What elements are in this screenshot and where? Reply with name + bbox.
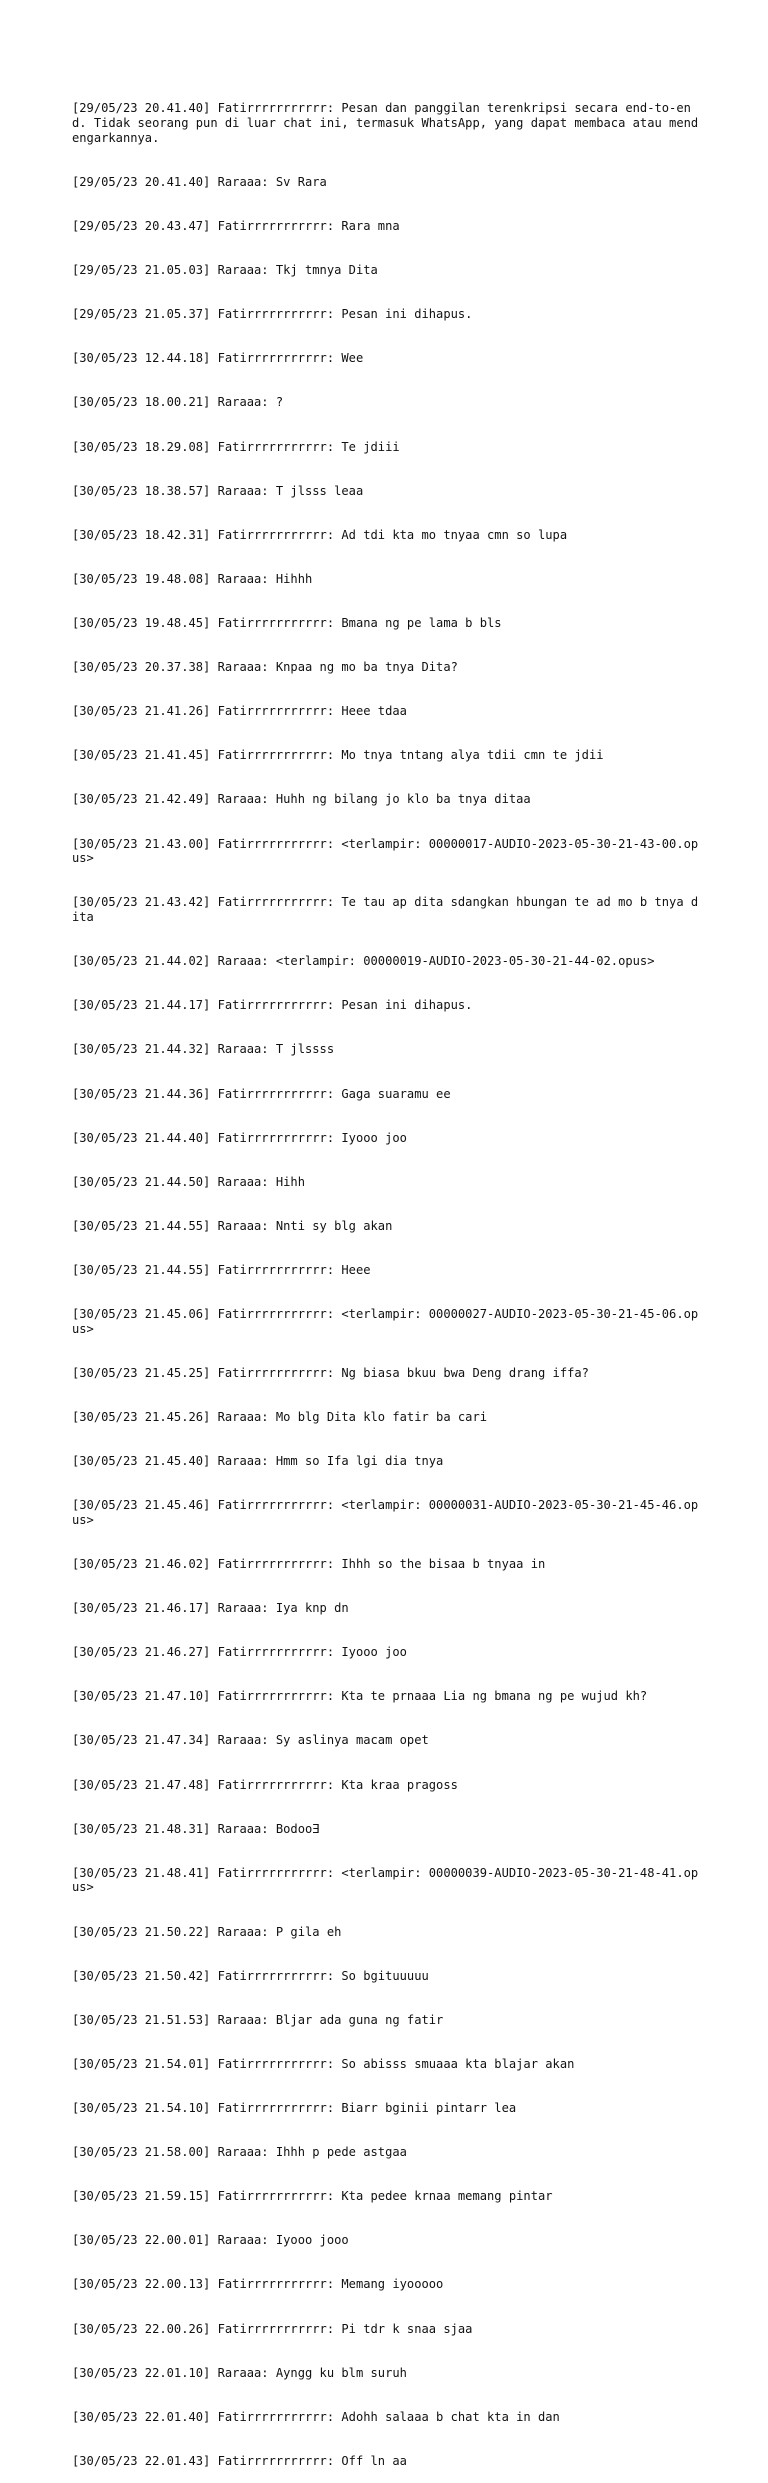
- chat-line: [30/05/23 21.48.31] Raraaa: Bodooⴺ: [72, 1821, 320, 1836]
- chat-line: [30/05/23 19.48.45] Fatirrrrrrrrrrr: Bmana ng pe lama b bls: [72, 616, 502, 631]
- chat-line: [30/05/23 12.44.18] Fatirrrrrrrrrrr: Wee: [72, 351, 364, 366]
- chat-line: [30/05/23 18.00.21] Raraaa: ?: [72, 395, 284, 410]
- chat-line: [30/05/23 21.42.49] Raraaa: Huhh ng bilang jo klo ba tnya ditaa: [72, 792, 531, 807]
- chat-line: [30/05/23 21.45.40] Raraaa: Hmm so Ifa lgi dia tnya: [72, 1454, 444, 1469]
- chat-line: [30/05/23 18.42.31] Fatirrrrrrrrrrr: Ad tdi kta mo tnyaa cmn so lupa: [72, 527, 568, 542]
- chat-line: [30/05/23 21.54.10] Fatirrrrrrrrrrr: Biarr bginii pintarr lea: [72, 2101, 517, 2116]
- chat-line: [30/05/23 18.38.57] Raraaa: T jlsss leaa: [72, 483, 364, 498]
- chat-line: [30/05/23 22.01.40] Fatirrrrrrrrrrr: Adohh salaaa b chat kta in dan: [72, 2409, 560, 2424]
- chat-line: [30/05/23 21.41.26] Fatirrrrrrrrrrr: Heee tdaa: [72, 704, 407, 719]
- chat-line: [30/05/23 21.45.46] Fatirrrrrrrrrrr: <terlampir: 00000031-AUDIO-2023-05-30-21-45-46.opus>: [72, 1498, 699, 1527]
- chat-line: [30/05/23 19.48.08] Raraaa: Hihhh: [72, 571, 313, 586]
- chat-line: [30/05/23 22.01.43] Fatirrrrrrrrrrr: Off ln aa: [72, 2453, 407, 2468]
- chat-line: [30/05/23 21.46.27] Fatirrrrrrrrrrr: Iyooo joo: [72, 1645, 407, 1660]
- chat-line: [30/05/23 21.54.01] Fatirrrrrrrrrrr: So abisss smuaaa kta blajar akan: [72, 2056, 575, 2071]
- chat-line: [30/05/23 21.45.06] Fatirrrrrrrrrrr: <terlampir: 00000027-AUDIO-2023-05-30-21-45-06.opus>: [72, 1307, 699, 1336]
- chat-line: [30/05/23 21.44.17] Fatirrrrrrrrrrr: Pesan ini dihapus.: [72, 998, 473, 1013]
- chat-line: [30/05/23 21.45.26] Raraaa: Mo blg Dita klo fatir ba cari: [72, 1409, 488, 1424]
- chat-line: [30/05/23 21.44.55] Raraaa: Nnti sy blg akan: [72, 1218, 393, 1233]
- chat-line: [30/05/23 21.45.25] Fatirrrrrrrrrrr: Ng biasa bkuu bwa Deng drang iffa?: [72, 1365, 589, 1380]
- chat-line: [30/05/23 21.44.50] Raraaa: Hihh: [72, 1174, 305, 1189]
- chat-line: [30/05/23 21.47.10] Fatirrrrrrrrrrr: Kta te prnaaa Lia ng bmana ng pe wujud kh?: [72, 1689, 648, 1704]
- chat-line: [30/05/23 21.50.22] Raraaa: P gila eh: [72, 1924, 342, 1939]
- chat-line: [30/05/23 21.46.17] Raraaa: Iya knp dn: [72, 1601, 349, 1616]
- chat-line: [29/05/23 20.43.47] Fatirrrrrrrrrrr: Rara mna: [72, 219, 400, 234]
- chat-line: [30/05/23 21.43.00] Fatirrrrrrrrrrr: <terlampir: 00000017-AUDIO-2023-05-30-21-43-00.opus>: [72, 836, 699, 866]
- chat-line: [30/05/23 21.58.00] Raraaa: Ihhh p pede astgaa: [72, 2145, 407, 2160]
- chat-line: [30/05/23 20.37.38] Raraaa: Knpaa ng mo ba tnya Dita?: [72, 660, 458, 675]
- chat-line: [30/05/23 21.44.36] Fatirrrrrrrrrrr: Gaga suaramu ee: [72, 1086, 451, 1101]
- chat-line: [30/05/23 21.47.34] Raraaa: Sy aslinya macam opet: [72, 1733, 429, 1748]
- chat-line: [30/05/23 22.01.10] Raraaa: Ayngg ku blm suruh: [72, 2365, 407, 2380]
- chat-transcript: [72, 72, 700, 2483]
- chat-line: [30/05/23 21.46.02] Fatirrrrrrrrrrr: Ihhh so the bisaa b tnyaa in: [72, 1557, 546, 1572]
- chat-line: [29/05/23 21.05.03] Raraaa: Tkj tmnya Dita: [72, 263, 378, 278]
- chat-line: [30/05/23 22.00.13] Fatirrrrrrrrrrr: Memang iyooooo: [72, 2277, 444, 2292]
- chat-line: [30/05/23 21.48.41] Fatirrrrrrrrrrr: <terlampir: 00000039-AUDIO-2023-05-30-21-48-41.opus>: [72, 1865, 699, 1895]
- chat-line: [30/05/23 21.43.42] Fatirrrrrrrrrrr: Te tau ap dita sdangkan hbungan te ad mo b tnya dita: [72, 895, 699, 925]
- chat-line: [30/05/23 22.00.26] Fatirrrrrrrrrrr: Pi tdr k snaa sjaa: [72, 2321, 473, 2336]
- chat-line: [29/05/23 20.41.40] Fatirrrrrrrrrrr: Pesan dan panggilan terenkripsi secara end-to-end. Tidak seorang pun di luar chat ini, termasuk WhatsApp, yang dapat membaca atau mendengarkannya.: [72, 101, 699, 145]
- chat-line: [29/05/23 20.41.40] Raraaa: Sv Rara: [72, 174, 327, 189]
- chat-line: [30/05/23 21.44.40] Fatirrrrrrrrrrr: Iyooo joo: [72, 1130, 407, 1145]
- chat-line: [29/05/23 21.05.37] Fatirrrrrrrrrrr: Pesan ini dihapus.: [72, 307, 473, 322]
- chat-line: [30/05/23 21.44.55] Fatirrrrrrrrrrr: Heee: [72, 1262, 371, 1277]
- chat-line: [30/05/23 21.44.32] Raraaa: T jlssss: [72, 1042, 335, 1057]
- chat-line: [30/05/23 18.29.08] Fatirrrrrrrrrrr: Te jdiii: [72, 439, 400, 454]
- chat-line: [30/05/23 21.41.45] Fatirrrrrrrrrrr: Mo tnya tntang alya tdii cmn te jdii: [72, 748, 604, 763]
- chat-line: [30/05/23 21.51.53] Raraaa: Bljar ada guna ng fatir: [72, 2012, 444, 2027]
- chat-line: [30/05/23 21.59.15] Fatirrrrrrrrrrr: Kta pedee krnaa memang pintar: [72, 2189, 553, 2204]
- chat-line: [30/05/23 21.47.48] Fatirrrrrrrrrrr: Kta kraa pragoss: [72, 1777, 458, 1792]
- chat-line: [30/05/23 22.00.01] Raraaa: Iyooo jooo: [72, 2233, 349, 2248]
- chat-line: [30/05/23 21.50.42] Fatirrrrrrrrrrr: So bgituuuuu: [72, 1968, 429, 1983]
- chat-line: [30/05/23 21.44.02] Raraaa: <terlampir: 00000019-AUDIO-2023-05-30-21-44-02.opus>: [72, 954, 655, 969]
